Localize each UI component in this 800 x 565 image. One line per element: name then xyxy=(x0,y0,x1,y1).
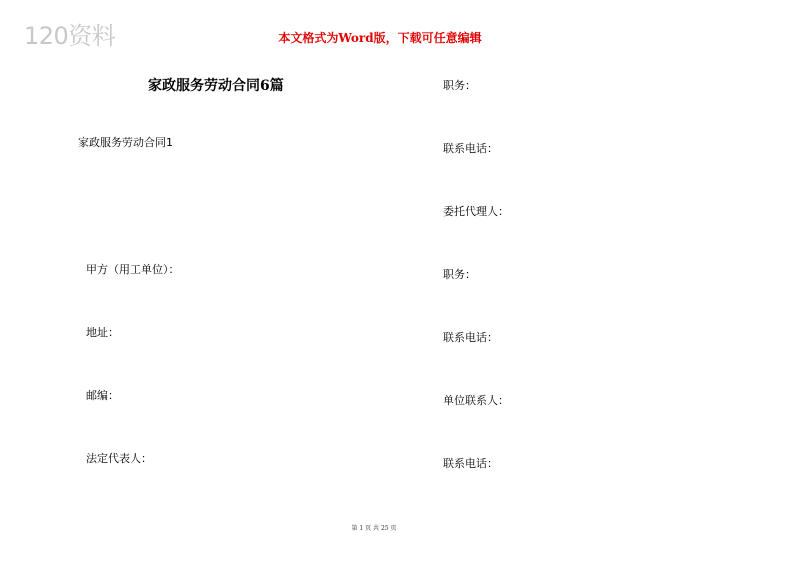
field-phone-3: 联系电话： xyxy=(443,457,498,470)
format-notice: 本文格式为Word版，下载可任意编辑 xyxy=(278,31,482,45)
field-phone-2: 联系电话： xyxy=(443,331,498,344)
field-authorized-agent: 委托代理人： xyxy=(443,205,509,218)
field-position-1: 职务： xyxy=(443,79,476,92)
contract-subtitle: 家政服务劳动合同1 xyxy=(78,136,173,149)
field-address: 地址： xyxy=(86,326,119,339)
field-position-2: 职务： xyxy=(443,268,476,281)
field-unit-contact: 单位联系人： xyxy=(443,394,509,407)
watermark-logo: 120资料 xyxy=(24,22,116,50)
page-number: 第 1 页 共 25 页 xyxy=(351,525,397,532)
document-title: 家政服务劳动合同6篇 xyxy=(148,78,284,94)
field-legal-representative: 法定代表人： xyxy=(86,452,152,465)
field-party-a: 甲方（用工单位）： xyxy=(86,263,180,276)
field-phone-1: 联系电话： xyxy=(443,142,498,155)
field-postcode: 邮编： xyxy=(86,389,119,402)
